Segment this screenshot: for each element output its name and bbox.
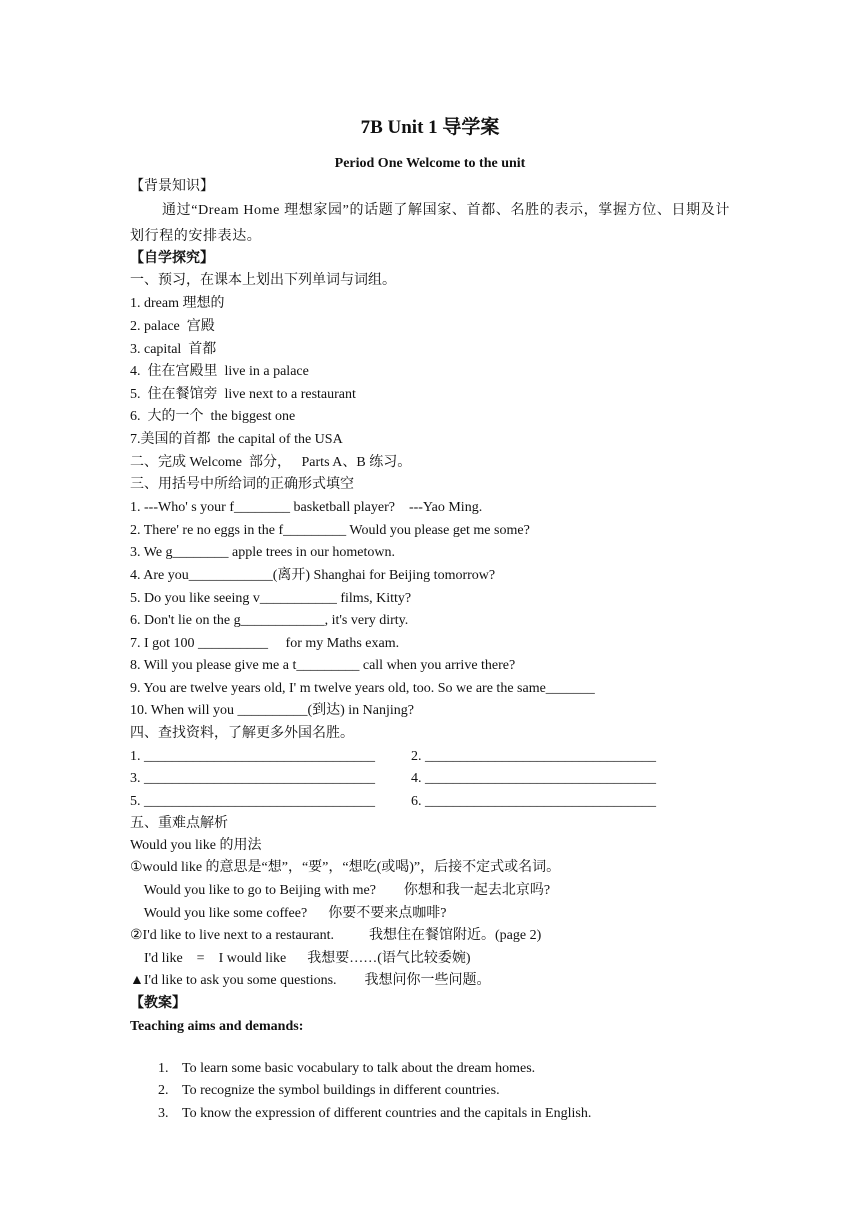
fill-blank-item: 1. ---Who' s your f________ basketball player? ---Yao Ming.: [130, 500, 483, 515]
aim-number: 1.: [158, 1061, 169, 1076]
fill-blank-item: 5. Do you like seeing v___________ films, Kitty?: [130, 591, 412, 606]
vocab-item: 2. palace 宫殿: [130, 319, 215, 334]
fill-blank-item: 10. When will you __________(到达) in Nanjing?: [130, 703, 414, 718]
part4-title: 四、查找资料，了解更多外国名胜。: [130, 726, 354, 741]
vocab-item: 6. 大的一个 the biggest one: [130, 409, 296, 424]
aim-number: 2.: [158, 1083, 169, 1098]
page-title: 7B Unit 1 导学案: [360, 117, 500, 138]
self-study-heading: 【自学探究】: [130, 251, 214, 266]
aim-text: To know the expression of different countries and the capitals in English.: [182, 1106, 592, 1121]
usage-line: I'd like = I would like 我想要……(语气比较委婉): [130, 951, 471, 966]
fill-blank-item: 9. You are twelve years old, I' m twelve years old, too. So we are the same_______: [130, 681, 595, 696]
teaching-plan-heading: 【教案】: [130, 996, 186, 1011]
usage-line: ①would like 的意思是“想”，“要”，“想吃(或喝)”，后接不定式或名词。: [130, 860, 561, 875]
vocab-item: 5. 住在餐馆旁 live next to a restaurant: [130, 387, 356, 402]
fill-blank-item: 7. I got 100 __________ for my Maths exam.: [130, 636, 400, 651]
aims-title: Teaching aims and demands:: [130, 1019, 304, 1034]
part3-title: 三、用括号中所给词的正确形式填空: [130, 477, 354, 492]
usage-line: ▲I'd like to ask you some questions. 我想问你一些问题。: [130, 973, 491, 988]
answer-line: 6. _________________________________: [411, 794, 656, 809]
answer-line: 1. _________________________________: [130, 749, 375, 764]
fill-blank-item: 6. Don't lie on the g____________, it's very dirty.: [130, 613, 409, 628]
background-paragraph: 通过“Dream Home 理想家园”的话题了解国家、首都、名胜的表示，掌握方位、日期及计划行程的安排表达。: [130, 203, 730, 244]
aim-number: 3.: [158, 1106, 169, 1121]
vocab-item: 7.美国的首都 the capital of the USA: [130, 432, 343, 447]
usage-title: Would you like 的用法: [130, 838, 262, 853]
vocab-item: 4. 住在宫殿里 live in a palace: [130, 364, 309, 379]
usage-line: Would you like to go to Beijing with me? 你想和我一起去北京吗?: [130, 883, 551, 898]
answer-line: 4. _________________________________: [411, 771, 656, 786]
fill-blank-item: 2. There' re no eggs in the f_________ Would you please get me some?: [130, 523, 530, 538]
fill-blank-item: 3. We g________ apple trees in our hometown.: [130, 545, 395, 560]
answer-line: 2. _________________________________: [411, 749, 656, 764]
background-heading: 【背景知识】: [130, 179, 214, 194]
usage-line: ②I'd like to live next to a restaurant. 我想住在餐馆附近。(page 2): [130, 928, 542, 943]
fill-blank-item: 4. Are you____________(离开) Shanghai for Beijing tomorrow?: [130, 568, 496, 583]
part5-title: 五、重难点解析: [130, 816, 228, 831]
vocab-item: 1. dream 理想的: [130, 296, 225, 311]
fill-blank-item: 8. Will you please give me a t_________ call when you arrive there?: [130, 658, 516, 673]
aim-text: To recognize the symbol buildings in different countries.: [182, 1083, 500, 1098]
page-subtitle: Period One Welcome to the unit: [334, 156, 526, 171]
aim-text: To learn some basic vocabulary to talk about the dream homes.: [182, 1061, 536, 1076]
part1-title: 一、预习，在课本上划出下列单词与词组。: [130, 273, 396, 288]
usage-line: Would you like some coffee? 你要不要来点咖啡?: [130, 906, 447, 921]
vocab-item: 3. capital 首都: [130, 342, 217, 357]
part2-title: 二、完成 Welcome 部分， Parts A、B 练习。: [130, 455, 412, 470]
aim-item: [130, 1084, 591, 1144]
answer-line: 5. _________________________________: [130, 794, 375, 809]
answer-line: 3. _________________________________: [130, 771, 375, 786]
